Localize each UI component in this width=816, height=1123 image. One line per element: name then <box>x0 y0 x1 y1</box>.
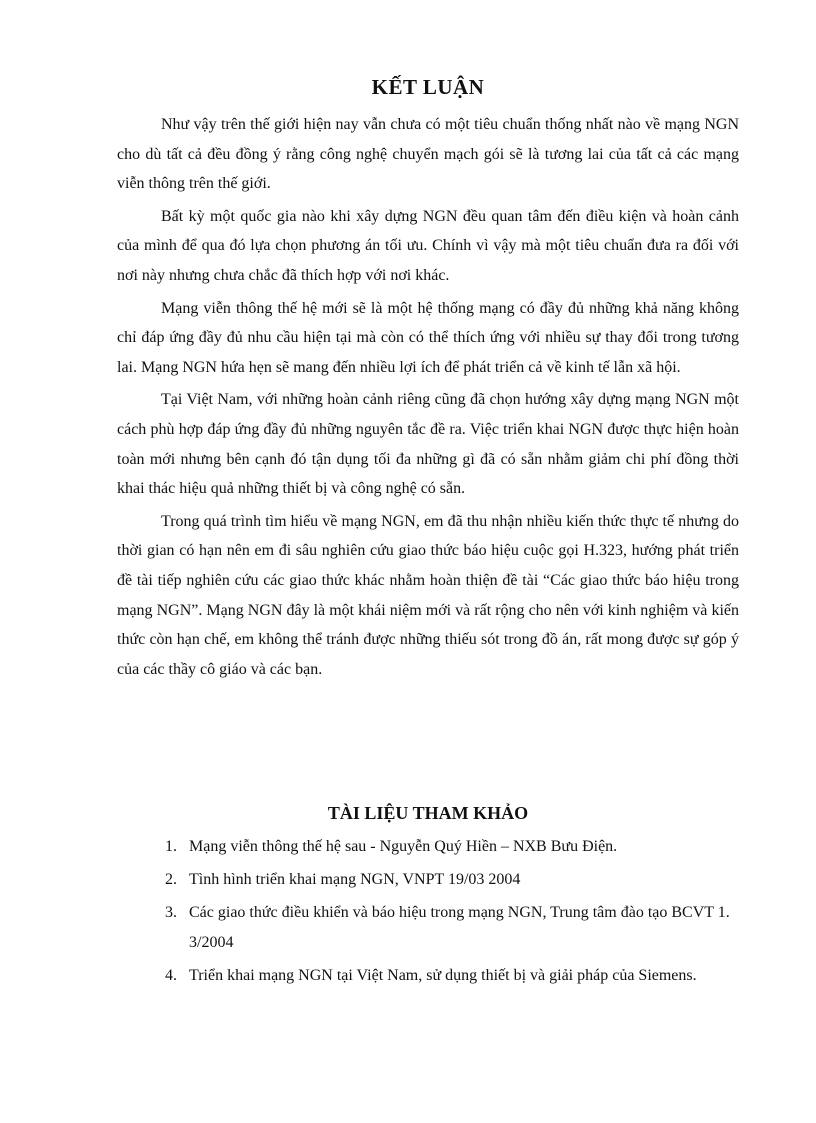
conclusion-title: KẾT LUẬN <box>371 75 485 99</box>
reference-item <box>117 961 739 991</box>
reference-item <box>117 898 739 958</box>
reference-number: 3. <box>165 904 177 921</box>
references-list <box>117 832 739 994</box>
reference-number: 2. <box>165 871 177 888</box>
conclusion-paragraph: Tại Việt Nam, với những hoàn cảnh riêng cũng đã chọn hướng xây dựng mạng NGN một cách phù hợp đáp ứng đầy đủ những nguyên tắc đề ra. Việc triển khai NGN được thực hiện hoàn toàn mới nhưng bên cạnh đó tận dụng tối đa những gì đã có sẵn nhằm giảm chi phí đồng thời khai thác hiệu quả những thiết bị và công nghệ có sẵn. <box>117 391 739 498</box>
conclusion-paragraph: Mạng viễn thông thế hệ mới sẽ là một hệ thống mạng có đầy đủ những khả năng không chỉ đáp ứng đầy đủ nhu cầu hiện tại mà còn có thể thích ứng với nhiều sự thay đổi trong tương lai. Mạng NGN hứa hẹn sẽ mang đến nhiều lợi ích để phát triển cả về kinh tế lẫn xã hội. <box>117 299 739 376</box>
reference-number: 1. <box>165 838 177 855</box>
document-page <box>117 72 739 984</box>
conclusion-paragraph: Như vậy trên thế giới hiện nay vẫn chưa có một tiêu chuẩn thống nhất nào về mạng NGN cho dù tất cả đều đồng ý rằng công nghệ chuyển mạch gói sẽ là tương lai của tất cả các mạng viễn thông trên thế giới. <box>117 116 739 193</box>
reference-number: 4. <box>165 967 177 984</box>
reference-item <box>117 832 739 862</box>
reference-text: Các giao thức điều khiển và báo hiệu trong mạng NGN, Trung tâm đào tạo BCVT 1. 3/2004 <box>189 904 730 951</box>
conclusion-paragraph: Trong quá trình tìm hiểu về mạng NGN, em đã thu nhận nhiều kiến thức thực tế nhưng do thời gian có hạn nên em đi sâu nghiên cứu giao thức báo hiệu cuộc gọi H.323, hướng phát triển đề tài tiếp nghiên cứu các giao thức khác nhằm hoàn thiện đề tài “Các giao thức báo hiệu trong mạng NGN”. Mạng NGN đây là một khái niệm mới và rất rộng cho nên với kinh nghiệm và kiến thức còn hạn chế, em không thể tránh được những thiếu sót trong đồ án, rất mong được sự góp ý của các thầy cô giáo và các bạn. <box>117 512 739 678</box>
reference-text: Tình hình triển khai mạng NGN, VNPT 19/03 2004 <box>189 871 521 888</box>
reference-text: Triển khai mạng NGN tại Việt Nam, sử dụng thiết bị và giải pháp của Siemens. <box>189 967 697 984</box>
references-title: TÀI LIỆU THAM KHẢO <box>327 803 529 823</box>
reference-item <box>117 865 739 895</box>
reference-text: Mạng viễn thông thế hệ sau - Nguyễn Quý Hiền – NXB Bưu Điện. <box>189 838 618 855</box>
conclusion-paragraph: Bất kỳ một quốc gia nào khi xây dựng NGN đều quan tâm đến điều kiện và hoàn cảnh của mình để qua đó lựa chọn phương án tối ưu. Chính vì vậy mà một tiêu chuẩn đưa ra đối với nơi này nhưng chưa chắc đã thích hợp với nơi khác. <box>117 207 739 284</box>
